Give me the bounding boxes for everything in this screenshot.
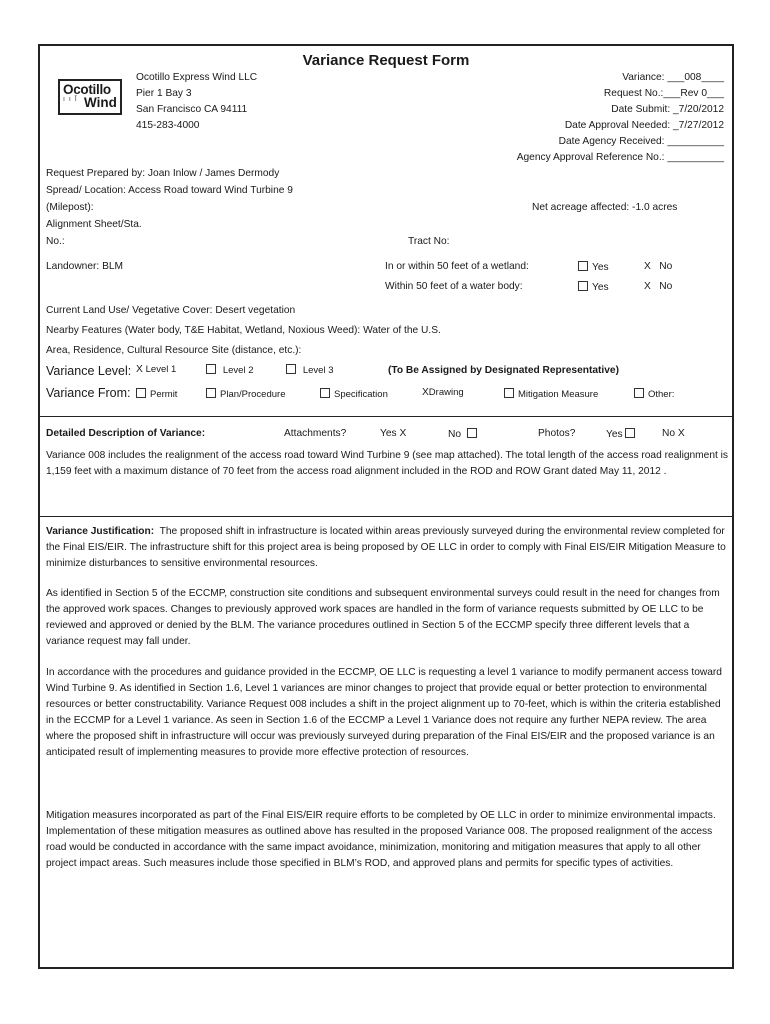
prepared-by: Request Prepared by: Joan Inlow / James Dermody — [46, 168, 280, 179]
request-number: Request No.:___Rev 0___ — [603, 88, 724, 99]
company-name: Ocotillo Express Wind LLC — [136, 72, 258, 83]
nearby-features: Nearby Features (Water body, T&E Habitat, Wetland, Noxious Weed): Water of the U.S. — [46, 325, 441, 336]
justification-paragraph-1 — [46, 524, 730, 572]
logo-text-line2: Wind — [84, 95, 117, 110]
checkbox-icon — [634, 388, 644, 398]
check-x-mark: X — [644, 281, 651, 292]
logo-turbine-marks: ı ı Ī — [63, 96, 78, 103]
company-phone: 415-283-4000 — [136, 120, 200, 131]
justification-label: Variance Justification: — [46, 526, 155, 537]
justification-paragraph-4: Mitigation measures incorporated as part of the Final EIS/EIR require efforts to be completed by OE LLC in order to minimize environmental impacts. Implementation of these mitigation measures as outlined above has resulted in the proposed Variance 008. The proposed realignment of the access road would be conducted in accordance with the same impact avoidance, minimization, monitoring and mitigation measures that apply to all other project impact areas. Such measures include those specified in BLM’s ROD, and approved plans and permits for specific types of activities. — [46, 810, 716, 869]
mitigation-label: Mitigation Measure — [518, 389, 599, 400]
section-divider — [40, 416, 732, 417]
spread-location: Spread/ Location: Access Road toward Wind Turbine 9 — [46, 185, 293, 196]
date-submit: Date Submit: _7/20/2012 — [611, 104, 724, 115]
wetland-no-option[interactable] — [644, 261, 672, 273]
number-label: No.: — [46, 236, 65, 247]
level-3-option[interactable] — [286, 364, 333, 377]
company-street: Pier 1 Bay 3 — [136, 88, 192, 99]
area-residence: Area, Residence, Cultural Resource Site (distance, etc.): — [46, 345, 302, 356]
level-1-label: Level 1 — [145, 364, 177, 375]
level-2-option[interactable] — [206, 364, 253, 377]
checkbox-icon — [206, 388, 216, 398]
date-approval-needed: Date Approval Needed: _7/27/2012 — [564, 120, 724, 131]
checkbox-icon — [136, 388, 146, 398]
attachments-yes[interactable]: Yes X — [380, 428, 407, 439]
checkbox-icon — [286, 364, 296, 374]
water-yes-label: Yes — [592, 282, 609, 293]
attachments-label: Attachments? — [284, 428, 347, 439]
detail-text: Variance 008 includes the realignment of the access road toward Wind Turbine 9 (see map attached). The total length of the access road realignment is 1,159 feet with a maximum distance of 70 feet from the access road alignment included in the ROD and ROW Grant dated May 11, 2012 . — [46, 450, 729, 477]
tract-number: Tract No: — [408, 236, 450, 247]
alignment-sheet: Alignment Sheet/Sta. — [46, 219, 142, 230]
water-body-question: Within 50 feet of a water body: — [385, 281, 523, 292]
water-no-option[interactable] — [644, 281, 672, 293]
photos-yes-label: Yes — [606, 429, 623, 440]
from-drawing-option[interactable] — [422, 387, 464, 399]
net-acreage: Net acreage affected: -1.0 acres — [532, 202, 678, 213]
checkbox-icon — [320, 388, 330, 398]
attachments-no-label: No — [448, 429, 462, 440]
checkbox-icon — [504, 388, 514, 398]
land-use: Current Land Use/ Vegetative Cover: Desert vegetation — [46, 305, 296, 316]
permit-label: Permit — [150, 389, 178, 400]
form-title: Variance Request Form — [302, 52, 470, 69]
other-label: Other: — [648, 389, 675, 400]
attachments-no-option[interactable] — [448, 428, 481, 441]
from-permit-option[interactable] — [136, 388, 177, 401]
company-address — [136, 72, 257, 136]
company-logo — [58, 79, 122, 115]
agency-reference: Agency Approval Reference No.: __________ — [516, 152, 724, 163]
section-divider — [40, 516, 732, 517]
milepost: (Milepost): — [46, 202, 94, 213]
plan-label: Plan/Procedure — [220, 389, 286, 400]
checkbox-icon — [625, 428, 635, 438]
from-mitigation-option[interactable] — [504, 388, 598, 401]
water-no-label: No — [659, 281, 673, 292]
from-spec-option[interactable] — [320, 388, 388, 401]
checkbox-icon — [578, 261, 588, 271]
date-agency-received: Date Agency Received: __________ — [558, 136, 724, 147]
variance-level-label: Variance Level: — [46, 364, 132, 378]
tracking-block — [517, 72, 724, 168]
detail-label: Detailed Description of Variance: — [46, 428, 206, 439]
variance-from-label: Variance From: — [46, 386, 131, 400]
checkbox-icon — [467, 428, 477, 438]
check-x-mark: X — [644, 261, 651, 272]
variance-number: Variance: ___008____ — [622, 72, 724, 83]
wetland-question: In or within 50 feet of a wetland: — [385, 261, 529, 272]
form-frame — [38, 44, 734, 969]
level-3-label: Level 3 — [302, 365, 334, 376]
wetland-yes-label: Yes — [592, 262, 609, 273]
wetland-no-label: No — [659, 261, 673, 272]
drawing-label: Drawing — [428, 387, 464, 398]
check-x-mark: X — [422, 387, 429, 398]
justification-paragraph-2: As identified in Section 5 of the ECCMP, construction site conditions and subsequent environmental surveys could result in the need for changes from the approved work spaces. Changes to previously approved work spaces are handled in the form of variance requests submitted by OE LLC to be reviewed and approved or denied by the BLM. The variance procedures outlined in Section 5 of the ECCMP specify three different levels that a variance request may fall under. — [46, 588, 720, 647]
photos-no[interactable]: No X — [662, 428, 685, 439]
level-2-label: Level 2 — [222, 365, 254, 376]
landowner: Landowner: BLM — [46, 261, 124, 272]
spec-label: Specification — [334, 389, 388, 400]
company-city: San Francisco CA 94111 — [136, 104, 248, 115]
from-plan-option[interactable] — [206, 388, 285, 401]
from-other-option[interactable] — [634, 388, 674, 401]
justification-text-1: The proposed shift in infrastructure is located within areas previously surveyed during the environmental review completed for the Final EIS/EIR. The infrastructure shift for this project area is being proposed by OE LLC in order to comply with Final EIS/EIR Mitigation Measure to minimize disturbances to sensitive environmental resources. — [46, 526, 726, 569]
justification-paragraph-3: In accordance with the procedures and guidance provided in the ECCMP, OE LLC is requesting a level 1 variance to modify permanent access toward Wind Turbine 9. As identified in Section 1.6, Level 1 variances are minor changes to project that provide equal or better protection to environmental resources or better constructability. Variance Request 008 includes a shift in the project alignment up to 70-feet, which is within the criteria established in the ECCMP for a Level 1 variance. As seen in Section 1.6 of the ECCMP a Level 1 Variance does not require any further NEPA review. The area where the proposed shift in infrastructure will occur was previously surveyed during preparation of the Final EIS/EIR and the proposed variance is an anticipated result of implementing measures to provide more effective protection of resources. — [46, 667, 722, 758]
photos-label: Photos? — [538, 428, 576, 439]
water-yes-option[interactable] — [578, 281, 609, 294]
checkbox-icon — [578, 281, 588, 291]
wetland-yes-option[interactable] — [578, 261, 609, 274]
check-x-mark: X — [136, 364, 143, 375]
logo-text-line1: Ocotillo — [63, 82, 111, 97]
level-1-option[interactable] — [136, 364, 176, 376]
checkbox-icon — [206, 364, 216, 374]
level-assignment-note: (To Be Assigned by Designated Representative) — [388, 365, 619, 376]
photos-yes-option[interactable] — [606, 428, 639, 441]
